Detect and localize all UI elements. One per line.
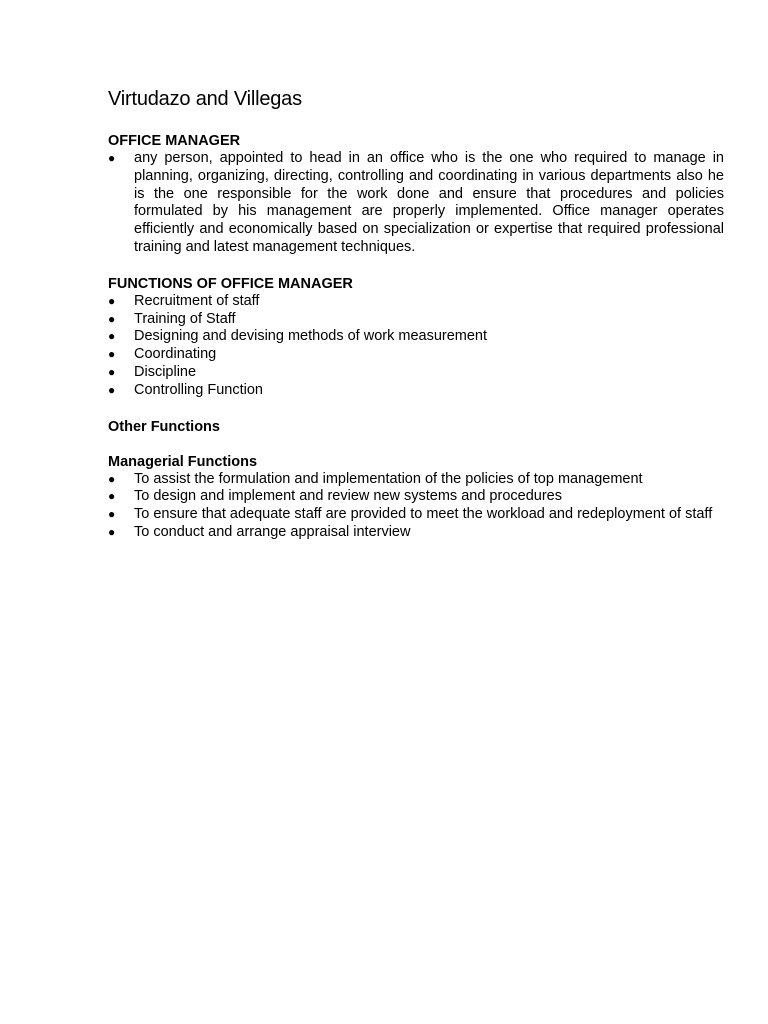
function-item: Controlling Function bbox=[134, 381, 263, 398]
managerial-item: To assist the formulation and implementation of the policies of top management bbox=[134, 470, 643, 487]
bullet-icon: ● bbox=[108, 489, 116, 504]
list-item bbox=[108, 382, 724, 400]
bullet-icon: ● bbox=[108, 347, 116, 362]
list-item bbox=[108, 311, 724, 329]
function-item: Training of Staff bbox=[134, 310, 236, 327]
managerial-item: To design and implement and review new systems and procedures bbox=[134, 488, 562, 505]
bullet-icon: ● bbox=[108, 311, 116, 326]
list-item bbox=[108, 524, 724, 542]
document-page bbox=[108, 86, 724, 542]
managerial-item: To conduct and arrange appraisal interview bbox=[134, 523, 411, 540]
functions-list bbox=[108, 293, 724, 400]
list-item bbox=[108, 471, 724, 489]
managerial-item: To ensure that adequate staff are provided to meet the workload and redeployment of staff bbox=[134, 506, 713, 523]
bullet-icon: ● bbox=[108, 524, 116, 539]
list-item bbox=[108, 364, 724, 382]
list-item bbox=[108, 328, 724, 346]
bullet-icon: ● bbox=[108, 382, 116, 397]
function-item: Coordinating bbox=[134, 346, 217, 363]
functions-heading: FUNCTIONS OF OFFICE MANAGER bbox=[108, 275, 353, 292]
bullet-icon: ● bbox=[108, 329, 116, 344]
other-functions-heading: Other Functions bbox=[108, 418, 220, 435]
office-manager-definition-list bbox=[108, 150, 724, 257]
office-manager-heading: OFFICE MANAGER bbox=[108, 133, 241, 149]
list-item bbox=[108, 488, 724, 506]
list-item bbox=[108, 293, 724, 311]
list-item bbox=[108, 506, 724, 524]
list-item bbox=[108, 150, 724, 257]
managerial-functions-list bbox=[108, 471, 724, 542]
bullet-icon: ● bbox=[108, 293, 116, 308]
bullet-icon: ● bbox=[108, 471, 116, 486]
document-title: Virtudazo and Villegas bbox=[108, 88, 302, 110]
function-item: Discipline bbox=[134, 363, 197, 380]
bullet-icon: ● bbox=[108, 151, 116, 165]
bullet-icon: ● bbox=[108, 364, 116, 379]
list-item bbox=[108, 346, 724, 364]
function-item: Designing and devising methods of work measurement bbox=[134, 328, 488, 345]
office-manager-definition: any person, appointed to head in an office who is the one who required to manage in planning, organizing, directing, controlling and coordinating in various departments also he is the one responsible for the work done and ensure that procedures and policies formulated by his management are properly implemented. Office manager operates efficiently and economically based on specialization or expertise that required professional training and latest management techniques. bbox=[134, 150, 724, 255]
function-item: Recruitment of staff bbox=[134, 292, 260, 309]
managerial-functions-heading: Managerial Functions bbox=[108, 453, 258, 470]
bullet-icon: ● bbox=[108, 507, 116, 522]
